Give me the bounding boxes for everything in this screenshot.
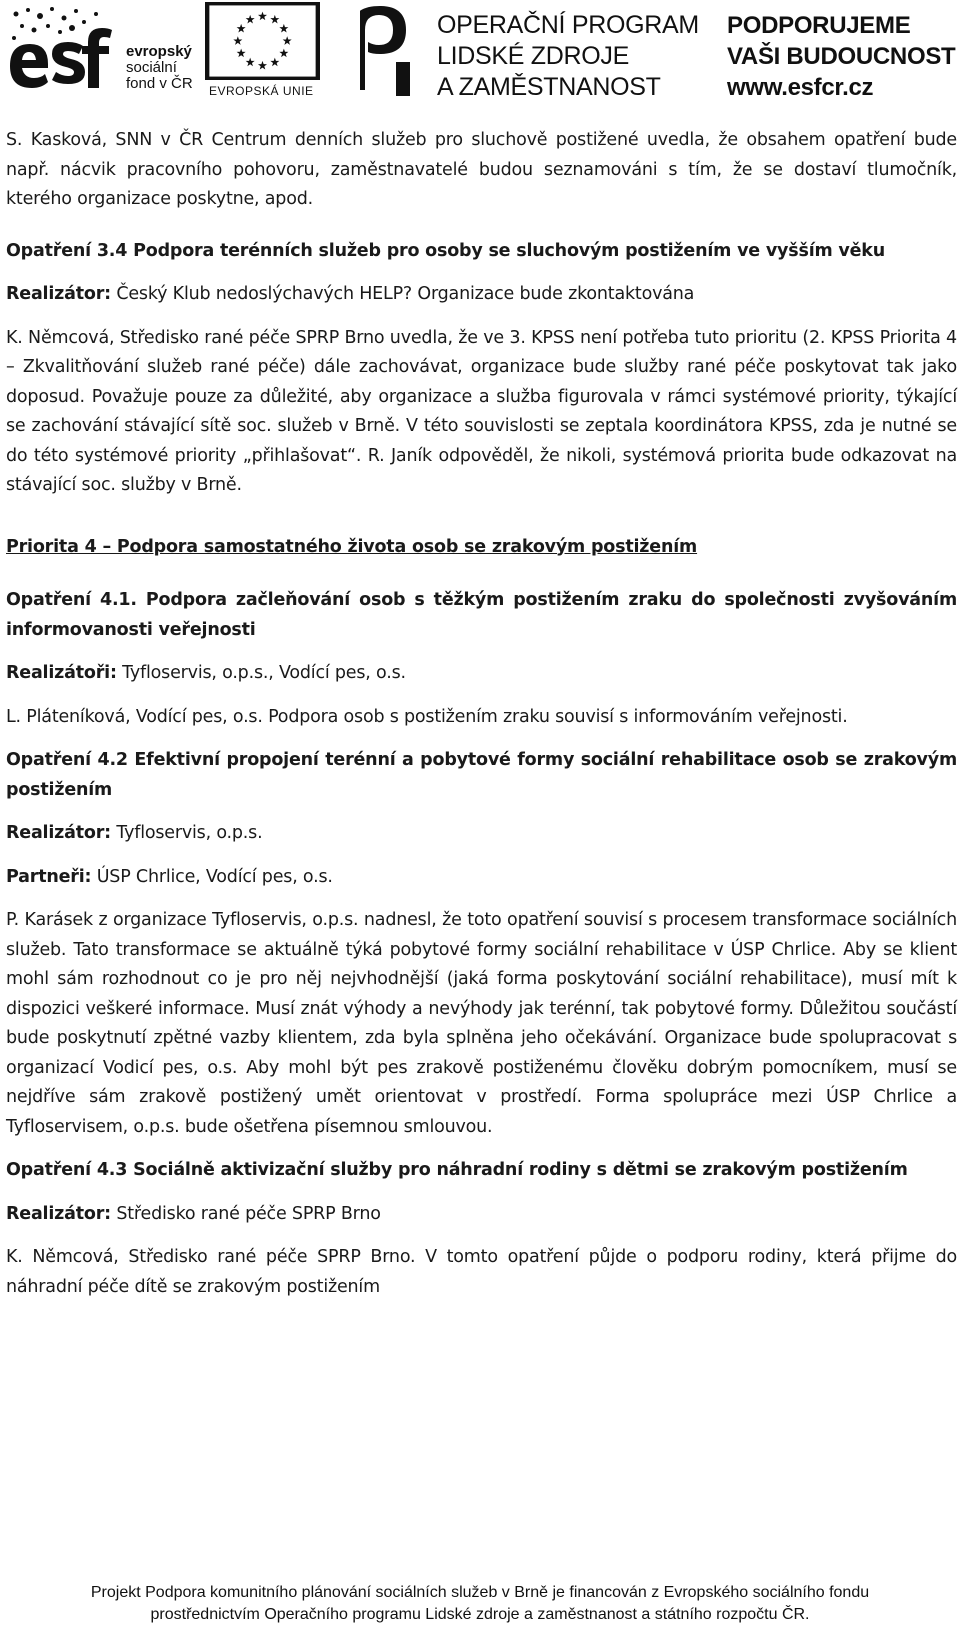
partners-label: Partneři:: [6, 866, 92, 887]
paragraph-karasek: P. Karásek z organizace Tyfloservis, o.p.s. nadnesl, že toto opatření souvisí s procesem transformace sociálních služeb. Tato transformace se aktuálně týká pobytové formy sociální rehabilitace v ÚSP Chrlice. Aby se klient mohl sám rozhodnout co je pro něj nejvhodnější (jaká forma poskytování sociální rehabilitace), musí mít k dispozici veškeré informace. Musí znát výhody a nevýhody jak terénní, tak pobytové formy. Důležitou součástí bude poskytnutí zpětné vazby klientem, zda byla splněna jeho očekávání. Organizace bude spolupracovat s organizací Vodicí pes, o.s. Aby mohl být pes zrakově postiženému člověku dobrým pomocníkem, musí se nejdříve sám zrakově postižený umět orientovat v prostředí. Forma spolupráce mezi ÚSP Chrlice a Tyfloservisem, o.p.s. bude ošetřena písemnou smlouvou.: [6, 910, 957, 1137]
esf-line3: fond v ČR: [126, 75, 193, 92]
footer-funding-note: [0, 1582, 960, 1626]
esf-logo: [6, 4, 196, 100]
support-url: www.esfcr.cz: [727, 74, 874, 101]
header-logos: [0, 0, 960, 108]
partners-value: ÚSP Chrlice, Vodící pes, o.s.: [91, 866, 333, 887]
paragraph-kaskova: S. Kasková, SNN v ČR Centrum denních služeb pro sluchově postižené uvedla, že obsahem opatření bude např. nácvik pracovního pohovoru, zaměstnavatelé budou seznamováni s tím, že se dostaví tlumočník, kterého organizace poskytne, apod.: [6, 130, 957, 209]
implementers-label: Realizátoři:: [6, 663, 117, 683]
support-line2: VAŠI BUDOUCNOST: [727, 43, 956, 70]
implementer-label: Realizátor:: [6, 1203, 111, 1224]
op-line3: A ZAMĚSTNANOST: [437, 73, 661, 101]
eu-flag-icon: [205, 2, 320, 80]
implementer-label: Realizátor:: [6, 284, 111, 304]
support-slogan: [727, 10, 955, 103]
measure-4-2-heading: Opatření 4.2 Efektivní propojení terénní a pobytové formy sociální rehabilitace osob se zrakovým postižením: [6, 750, 957, 800]
paragraph-platenikova: L. Pláteníková, Vodící pes, o.s. Podpora osob s postižením zraku souvisí s informováním veřejnosti.: [6, 706, 848, 727]
paragraph-nemcova-2: K. Němcová, Středisko rané péče SPRP Brno. V tomto opatření půjde o podporu rodiny, která přijme do náhradní péče dítě se zrakovým postižením: [6, 1247, 957, 1297]
op-line2: LIDSKÉ ZDROJE: [437, 42, 629, 70]
support-line1: PODPORUJEME: [727, 12, 911, 39]
document-body: [6, 126, 957, 1324]
measure-4-3-implementer: [6, 1200, 957, 1230]
measure-3-4-heading: Opatření 3.4 Podpora terénních služeb pro osoby se sluchovým postižením ve vyšším věku: [6, 240, 885, 261]
paragraph-nemcova-1: K. Němcová, Středisko rané péče SPRP Brno uvedla, že ve 3. KPSS není potřeba tuto prioritu (2. KPSS Priorita 4 – Zkvalitňování služeb rané péče) dále zachovávat, organizace bude služby rané péče poskytovat tak jako doposud. Považuje pouze za důležité, aby organizace a služba figurovala v rámci systémové priority, týkající se zachování stávající sítě soc. služeb v Brně. V této souvislosti se zeptala koordinátora KPSS, zda je nutné se do této systémové priority „přihlašovat“. R. Janík odpověděl, že nikoli, systémová priorita bude odkazovat na stávající soc. služby v Brně.: [6, 327, 957, 495]
measure-4-1-implementers: [6, 659, 957, 689]
priority-4-heading: Priorita 4 – Podpora samostatného života osob se zrakovým postižením: [6, 536, 698, 557]
measure-4-2-partners: [6, 863, 957, 893]
implementer-value: Tyfloservis, o.p.s.: [110, 823, 263, 843]
implementers-value: Tyfloservis, o.p.s., Vodící pes, o.s.: [116, 663, 406, 683]
measure-4-3-heading: Opatření 4.3 Sociálně aktivizační služby pro náhradní rodiny s dětmi se zrakovým postižením: [6, 1160, 908, 1180]
measure-3-4-implementer: [6, 280, 957, 310]
eu-logo-text: EVROPSKÁ UNIE: [209, 84, 314, 98]
esf-logo-icon: [6, 4, 118, 100]
esf-logo-text: [126, 44, 193, 92]
esf-line2: sociální: [126, 59, 177, 76]
implementer-value: Český Klub nedoslýchavých HELP? Organizace bude zkontaktována: [110, 284, 695, 304]
implementer-label: Realizátor:: [6, 823, 111, 843]
measure-4-1-heading: Opatření 4.1. Podpora začleňování osob s těžkým postižením zraku do společnosti zvyšováním informovanosti veřejnosti: [6, 590, 957, 640]
op-line1: OPERAČNÍ PROGRAM: [437, 11, 699, 39]
op-logo-icon: [360, 2, 420, 100]
op-logo-text: [437, 10, 699, 103]
esf-line1: evropský: [126, 43, 192, 60]
measure-4-2-implementer: [6, 819, 957, 849]
implementer-value: Středisko rané péče SPRP Brno: [110, 1203, 381, 1224]
eu-logo: [205, 2, 320, 100]
footer-line2: prostřednictvím Operačního programu Lidské zdroje a zaměstnanost a státního rozpočtu ČR.: [150, 1606, 810, 1623]
footer-line1: Projekt Podpora komunitního plánování sociálních služeb v Brně je financován z Evropského sociálního fondu: [90, 1584, 870, 1601]
